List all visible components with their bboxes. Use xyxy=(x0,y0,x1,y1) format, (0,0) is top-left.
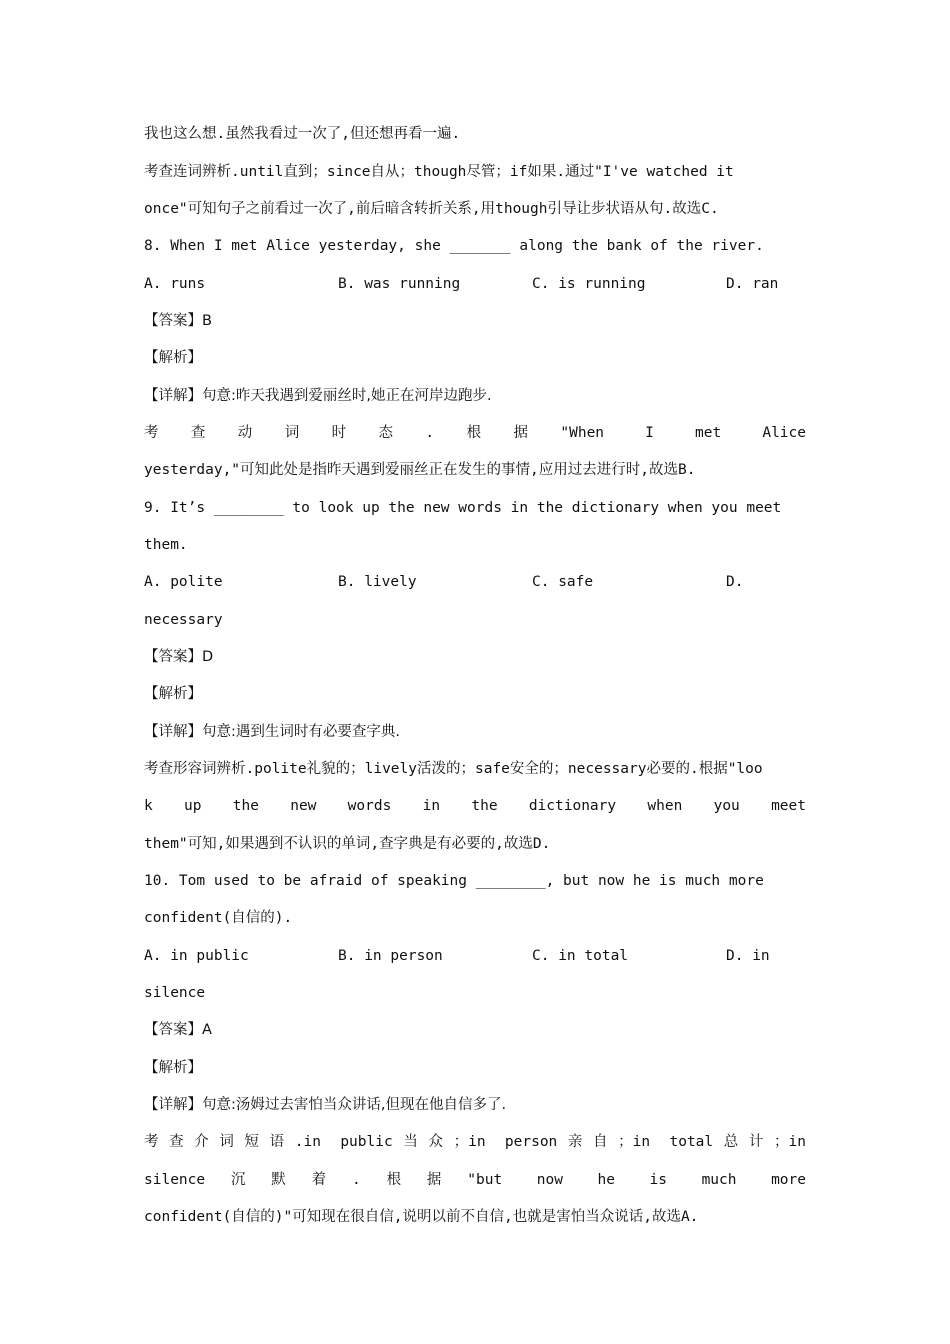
option-a: A. polite xyxy=(144,574,223,590)
analysis-10-1: 考查介词短语.in public当众；in person亲自；in total总计；in xyxy=(144,1134,806,1150)
option-d: D. in xyxy=(726,948,770,964)
question-9-options xyxy=(144,572,806,692)
question-10: 10. Tom used to be afraid of speaking ________, but now he is much more xyxy=(144,873,764,889)
question-9-option-d-cont: necessary xyxy=(144,612,223,628)
analysis-prev-2: once"可知句子之前看过一次了,前后暗含转折关系,用though引导让步状语从句.故选C. xyxy=(144,201,719,217)
analysis-8-2: yesterday,"可知此处是指昨天遇到爱丽丝正在发生的事情,应用过去进行时,故选B. xyxy=(144,462,696,478)
option-a: A. in public xyxy=(144,948,249,964)
option-d: D. ran xyxy=(726,276,779,292)
option-b: B. lively xyxy=(338,574,417,590)
analysis-8-1: 考查动词时态.根据"When I met Alice xyxy=(144,425,806,441)
question-8: 8. When I met Alice yesterday, she _______ along the bank of the river. xyxy=(144,238,764,254)
analysis-10-3: confident(自信的)"可知现在很自信,说明以前不自信,也就是害怕当众说话,故选A. xyxy=(144,1209,699,1225)
answer-10: 【答案】A xyxy=(144,1022,212,1038)
detail-8: 【详解】句意:昨天我遇到爱丽丝时,她正在河岸边跑步. xyxy=(144,388,492,404)
question-9: 9. It’s ________ to look up the new words in the dictionary when you meet xyxy=(144,500,782,516)
option-c: C. is running xyxy=(532,276,646,292)
question-10-cont: confident(自信的). xyxy=(144,910,293,926)
question-10-options xyxy=(144,946,806,1066)
answer-9: 【答案】D xyxy=(144,649,214,665)
translation-prev: 我也这么想.虽然我看过一次了,但还想再看一遍. xyxy=(144,126,461,142)
analysis-heading-9: 【解析】 xyxy=(144,686,202,702)
analysis-prev-1: 考查连词辨析.until直到；since自从；though尽管；if如果.通过"I've watched it xyxy=(144,164,734,180)
question-10-option-d-cont: silence xyxy=(144,985,206,1001)
detail-9: 【详解】句意:遇到生词时有必要查字典. xyxy=(144,724,400,740)
analysis-heading-8: 【解析】 xyxy=(144,350,202,366)
option-b: B. was running xyxy=(338,276,461,292)
analysis-10-2: silence沉默着.根据"but now he is much more xyxy=(144,1172,806,1188)
question-8-options xyxy=(144,274,806,394)
option-b: B. in person xyxy=(338,948,443,964)
analysis-9-2: k up the new words in the dictionary when you meet xyxy=(144,798,806,814)
answer-8: 【答案】B xyxy=(144,313,212,329)
analysis-9-3: them"可知,如果遇到不认识的单词,查字典是有必要的,故选D. xyxy=(144,836,551,852)
question-9-cont: them. xyxy=(144,537,188,553)
option-c: C. in total xyxy=(532,948,629,964)
option-c: C. safe xyxy=(532,574,594,590)
analysis-9-1: 考查形容词辨析.polite礼貌的；lively活泼的；safe安全的；necessary必要的.根据"loo xyxy=(144,761,763,777)
option-a: A. runs xyxy=(144,276,206,292)
detail-10: 【详解】句意:汤姆过去害怕当众讲话,但现在他自信多了. xyxy=(144,1097,507,1113)
analysis-heading-10: 【解析】 xyxy=(144,1060,202,1076)
option-d: D. xyxy=(726,574,744,590)
